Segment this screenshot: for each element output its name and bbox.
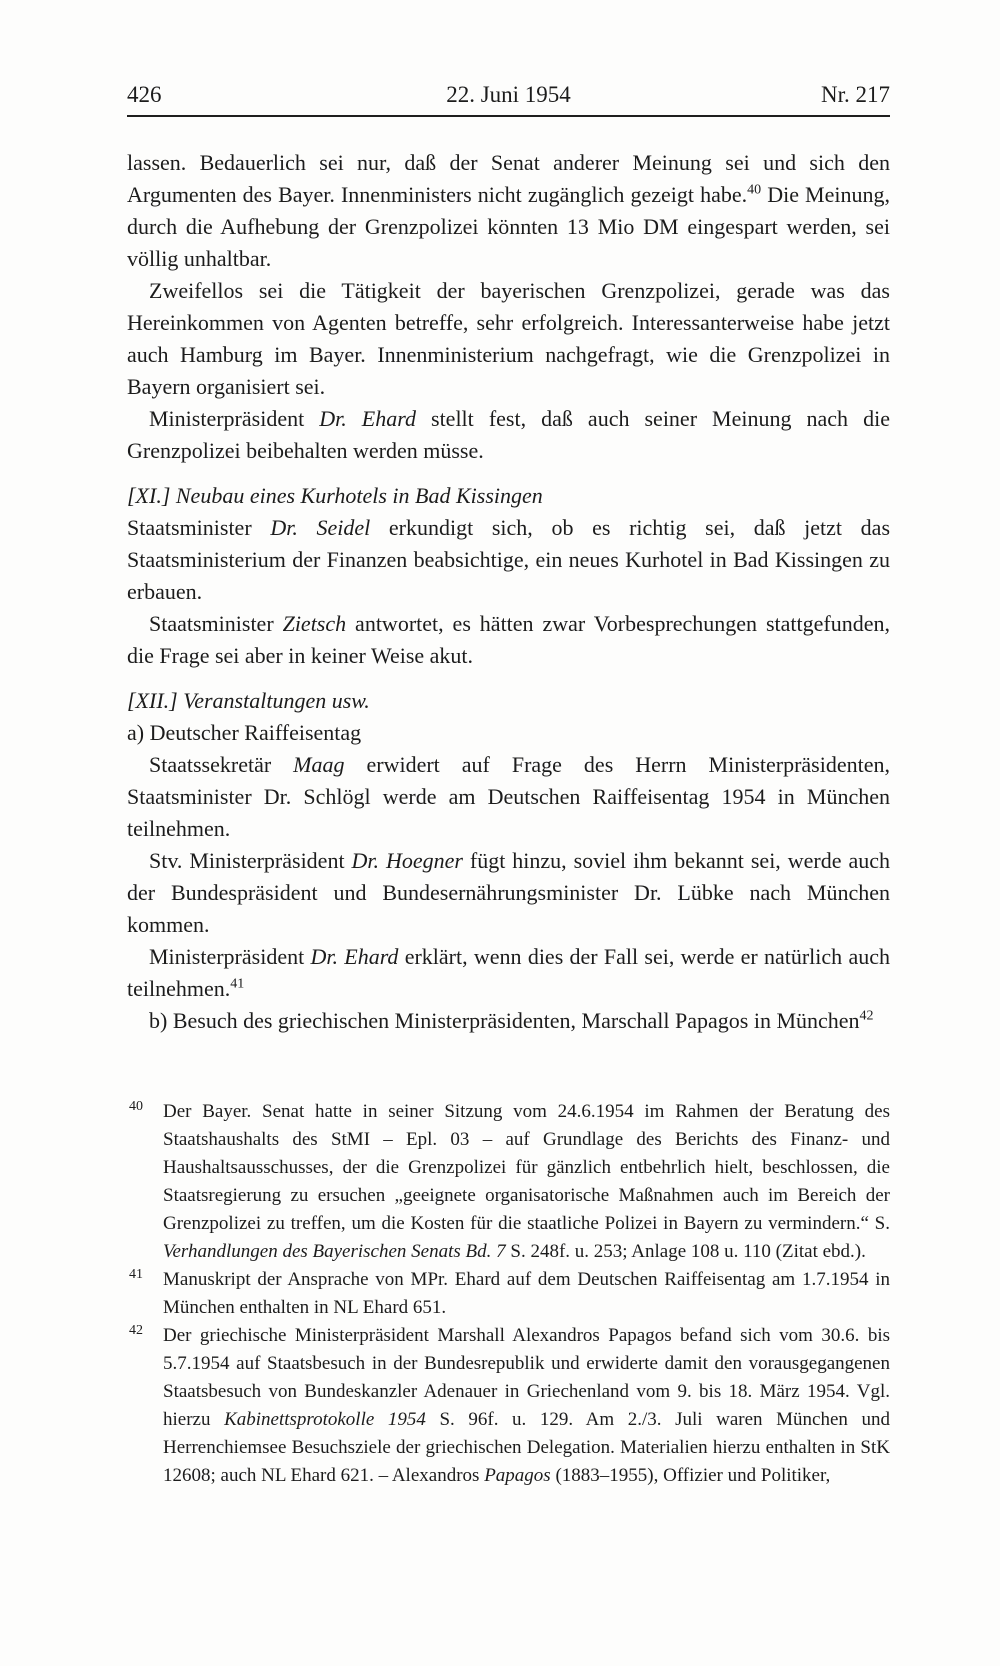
section-heading-xi: [XI.] Neubau eines Kurhotels in Bad Kissingen: [127, 483, 543, 508]
header-date: 22. Juni 1954: [446, 82, 571, 107]
body-paragraph: Staatssekretär Maag erwidert auf Frage des Herrn Ministerpräsidenten, Staatsminister Dr. Schlögl werde am Deutschen Raiffeisentag 1954 in München teilnehmen.: [127, 752, 890, 841]
body-list-item-a: a) Deutscher Raiffeisentag: [127, 720, 362, 745]
body-list-item-b: b) Besuch des griechischen Ministerpräsidenten, Marschall Papagos in München$^{42}$: [149, 1008, 874, 1033]
document-number: Nr. 217: [821, 82, 890, 107]
footnote-text: Der griechische Ministerpräsident Marshall Alexandros Papagos befand sich vom 30.6. bis 5.7.1954 auf Staatsbesuch in der Bundesrepublik und erwiderte damit den vorausgegangenen Staatsbesuch von Bundeskanzler Adenauer in Griechenland vom 9. bis 18. März 1954. Vgl. hierzu Kabinettsprotokolle 1954 S. 96f. u. 129. Am 2./3. Juli waren München und Herrenchiemsee Besuchsziele der griechischen Delegation. Materialien hierzu enthalten in StK 12608; auch NL Ehard 621. – Alexandros Papagos (1883–1955), Offizier und Politiker,: [163, 1325, 890, 1486]
footnote-text: Manuskript der Ansprache von MPr. Ehard auf dem Deutschen Raiffeisentag am 1.7.1954 in München enthalten in NL Ehard 651.: [163, 1269, 890, 1318]
footnote-number: 40: [129, 1099, 143, 1114]
body-paragraph: Zweifellos sei die Tätigkeit der bayerischen Grenzpolizei, gerade was das Hereinkommen von Agenten betreffe, sehr erfolgreich. Interessanterweise habe jetzt auch Hamburg im Bayer. Innenministerium nachgefragt, wie die Grenzpolizei in Bayern organisiert sei.: [127, 278, 890, 399]
running-header: [127, 82, 890, 117]
footnote-text: Der Bayer. Senat hatte in seiner Sitzung vom 24.6.1954 im Rahmen der Beratung des Staatshaushalts des StMI – Epl. 03 – auf Grundlage des Berichts des Finanz- und Haushaltsausschusses, der die Grenzpolizei für gänzlich entbehrlich hielt, beschlossen, die Staatsregierung zu ersuchen „geeignete organisatorische Maßnahmen auch im Bereich der Grenzpolizei zu treffen, um die Kosten für die staatliche Polizei in Bayern zu vermindern.“ S. Verhandlungen des Bayerischen Senats Bd. 7 S. 248f. u. 253; Anlage 108 u. 110 (Zitat ebd.).: [163, 1101, 890, 1262]
page-number: 426: [127, 82, 162, 107]
footnote-40: [127, 1098, 890, 1266]
footnote-41: [127, 1266, 890, 1322]
body-text: [127, 147, 890, 1037]
body-paragraph: Ministerpräsident Dr. Ehard stellt fest, daß auch seiner Meinung nach die Grenzpolizei beibehalten werden müsse.: [127, 406, 890, 463]
footnote-number: 42: [129, 1323, 143, 1338]
section-heading-xii: [XII.] Veranstaltungen usw.: [127, 688, 370, 713]
footnote-number: 41: [129, 1267, 143, 1282]
body-paragraph: Stv. Ministerpräsident Dr. Hoegner fügt hinzu, soviel ihm bekannt sei, werde auch der Bundespräsident und Bundesernährungsminister Dr. Lübke nach München kommen.: [127, 848, 890, 937]
body-paragraph: Ministerpräsident Dr. Ehard erklärt, wenn dies der Fall sei, werde er natürlich auch teilnehmen.$^{41}$: [127, 944, 890, 1001]
body-paragraph-continuation: lassen. Bedauerlich sei nur, daß der Senat anderer Meinung sei und sich den Argumenten des Bayer. Innenministers nicht zugänglich gezeigt habe.$^{40}$ Die Meinung, durch die Aufhebung der Grenzpolizei könnten 13 Mio DM eingespart werden, sei völlig unhaltbar.: [127, 150, 890, 271]
body-paragraph: Staatsminister Dr. Seidel erkundigt sich, ob es richtig sei, daß jetzt das Staatsministerium der Finanzen beabsichtige, ein neues Kurhotel in Bad Kissingen zu erbauen.: [127, 515, 891, 604]
body-paragraph: Staatsminister Zietsch antwortet, es hätten zwar Vorbesprechungen stattgefunden, die Frage sei aber in keiner Weise akut.: [127, 611, 890, 668]
footnote-42: [127, 1322, 890, 1490]
footnotes-section: [127, 1098, 890, 1490]
